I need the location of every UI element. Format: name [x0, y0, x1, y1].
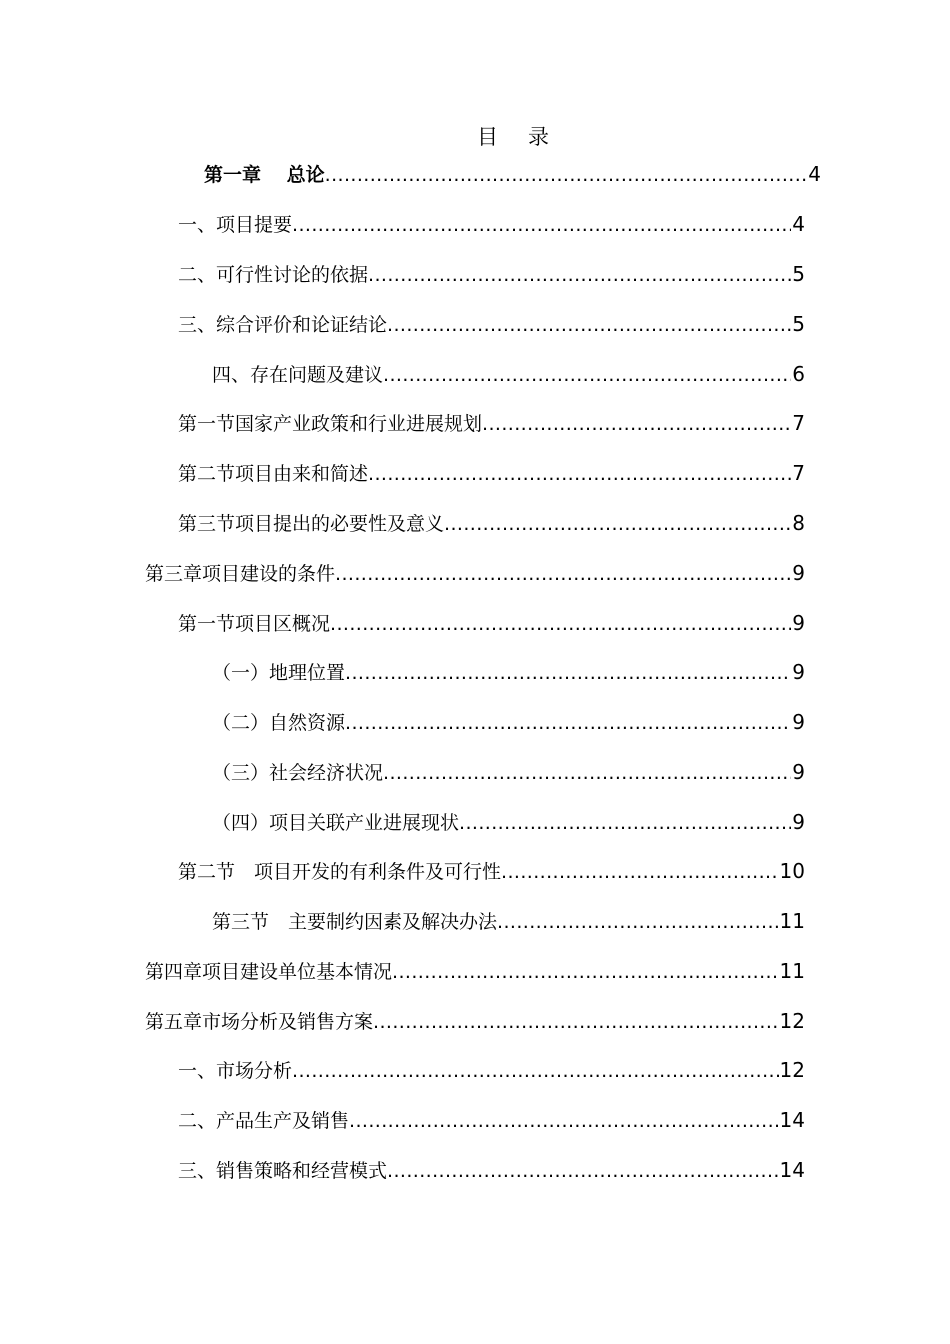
toc-page-number: 12 [779, 1058, 805, 1082]
toc-entry-label: （一）地理位置 [212, 662, 346, 684]
toc-page-number: 11 [779, 959, 805, 983]
toc-entry-label: 一、市场分析 [178, 1060, 293, 1082]
toc-entry-feasibility-basis[interactable] [178, 259, 805, 289]
toc-entry-chapter-4[interactable] [145, 956, 805, 986]
toc-entry-project-origin[interactable] [178, 458, 805, 488]
toc-page-number: 12 [779, 1009, 805, 1033]
toc-entry-label: （二）自然资源 [212, 712, 346, 734]
toc-page-number: 10 [779, 859, 805, 883]
toc-page-number: 11 [779, 909, 805, 933]
toc-entry-label: 三、销售策略和经营模式 [178, 1160, 388, 1182]
toc-entry-problems-suggestions[interactable] [212, 359, 805, 389]
toc-leader-dots [501, 857, 779, 886]
toc-entry-related-industry[interactable] [212, 807, 805, 837]
toc-entry-chapter-3[interactable] [145, 558, 805, 588]
toc-page-number: 5 [792, 312, 805, 336]
toc-leader-dots [345, 708, 791, 737]
toc-entry-label: 第三节项目提出的必要性及意义 [178, 513, 445, 535]
toc-title-char-2: 录 [528, 125, 549, 149]
toc-entry-market-analysis[interactable] [178, 1055, 805, 1085]
toc-leader-dots [292, 210, 791, 239]
toc-leader-dots [482, 409, 791, 438]
toc-page-number: 9 [792, 611, 805, 635]
toc-leader-dots [383, 758, 791, 787]
toc-entry-label: 一、项目提要 [178, 214, 293, 236]
toc-page-number: 14 [779, 1108, 805, 1132]
toc-page-number: 5 [792, 262, 805, 286]
toc-entry-geography[interactable] [212, 657, 805, 687]
toc-entry-evaluation-conclusion[interactable] [178, 309, 805, 339]
toc-page-number: 4 [792, 212, 805, 236]
toc-entry-natural-resources[interactable] [212, 707, 805, 737]
toc-leader-dots [383, 360, 791, 389]
toc-entry-label: 第三节 主要制约因素及解决办法 [212, 911, 498, 933]
toc-entry-label: （三）社会经济状况 [212, 762, 384, 784]
toc-entry-label: 第五章市场分析及销售方案 [145, 1011, 374, 1033]
toc-page-number: 4 [808, 162, 821, 186]
toc-page-number: 14 [779, 1158, 805, 1182]
toc-leader-dots [325, 160, 808, 189]
toc-entry-project-summary[interactable] [178, 209, 805, 239]
toc-page-number: 7 [792, 461, 805, 485]
toc-entry-constraints-solutions[interactable] [212, 906, 805, 936]
toc-page-number: 9 [792, 810, 805, 834]
toc-page-number: 8 [792, 511, 805, 535]
toc-leader-dots [459, 808, 791, 837]
toc-leader-dots [373, 1007, 779, 1036]
toc-entry-socioeconomic[interactable] [212, 757, 805, 787]
toc-leader-dots [444, 509, 791, 538]
toc-entry-label: 第四章项目建设单位基本情况 [145, 961, 393, 983]
toc-leader-dots [387, 310, 791, 339]
toc-leader-dots [330, 609, 791, 638]
toc-page-number: 9 [792, 660, 805, 684]
toc-page-number: 6 [792, 362, 805, 386]
toc-entry-area-overview[interactable] [178, 608, 805, 638]
toc-leader-dots [349, 1106, 779, 1135]
toc-page-number: 7 [792, 411, 805, 435]
toc-entry-production-sales[interactable] [178, 1105, 805, 1135]
toc-entry-label: 第一章 总论 [204, 164, 325, 186]
toc-leader-dots [292, 1056, 779, 1085]
toc-entry-industry-policy[interactable] [178, 408, 805, 438]
toc-title-char-1: 目 [477, 125, 498, 149]
toc-entry-label: 二、产品生产及销售 [178, 1110, 350, 1132]
toc-page-number: 9 [792, 710, 805, 734]
toc-leader-dots [387, 1156, 779, 1185]
toc-entry-chapter-1[interactable] [204, 159, 821, 189]
toc-entry-label: 四、存在问题及建议 [212, 364, 384, 386]
toc-entry-label: （四）项目关联产业进展现状 [212, 812, 460, 834]
toc-entry-label: 第一节国家产业政策和行业进展规划 [178, 413, 483, 435]
toc-entry-label: 第一节项目区概况 [178, 613, 331, 635]
toc-entry-favorable-conditions[interactable] [178, 856, 805, 886]
toc-leader-dots [345, 658, 791, 687]
toc-page-number: 9 [792, 760, 805, 784]
toc-entry-label: 第二节 项目开发的有利条件及可行性 [178, 861, 502, 883]
toc-leader-dots [368, 459, 791, 488]
toc-entry-label: 三、综合评价和论证结论 [178, 314, 388, 336]
toc-entry-label: 第三章项目建设的条件 [145, 563, 336, 585]
toc-leader-dots [392, 957, 779, 986]
toc-entry-label: 第二节项目由来和简述 [178, 463, 369, 485]
toc-entry-chapter-5[interactable] [145, 1006, 805, 1036]
toc-entry-sales-strategy[interactable] [178, 1155, 805, 1185]
toc-entry-necessity-significance[interactable] [178, 508, 805, 538]
toc-page-number: 9 [792, 561, 805, 585]
toc-entry-label: 二、可行性讨论的依据 [178, 264, 369, 286]
toc-leader-dots [335, 559, 791, 588]
toc-leader-dots [368, 260, 791, 289]
toc-leader-dots [497, 907, 779, 936]
